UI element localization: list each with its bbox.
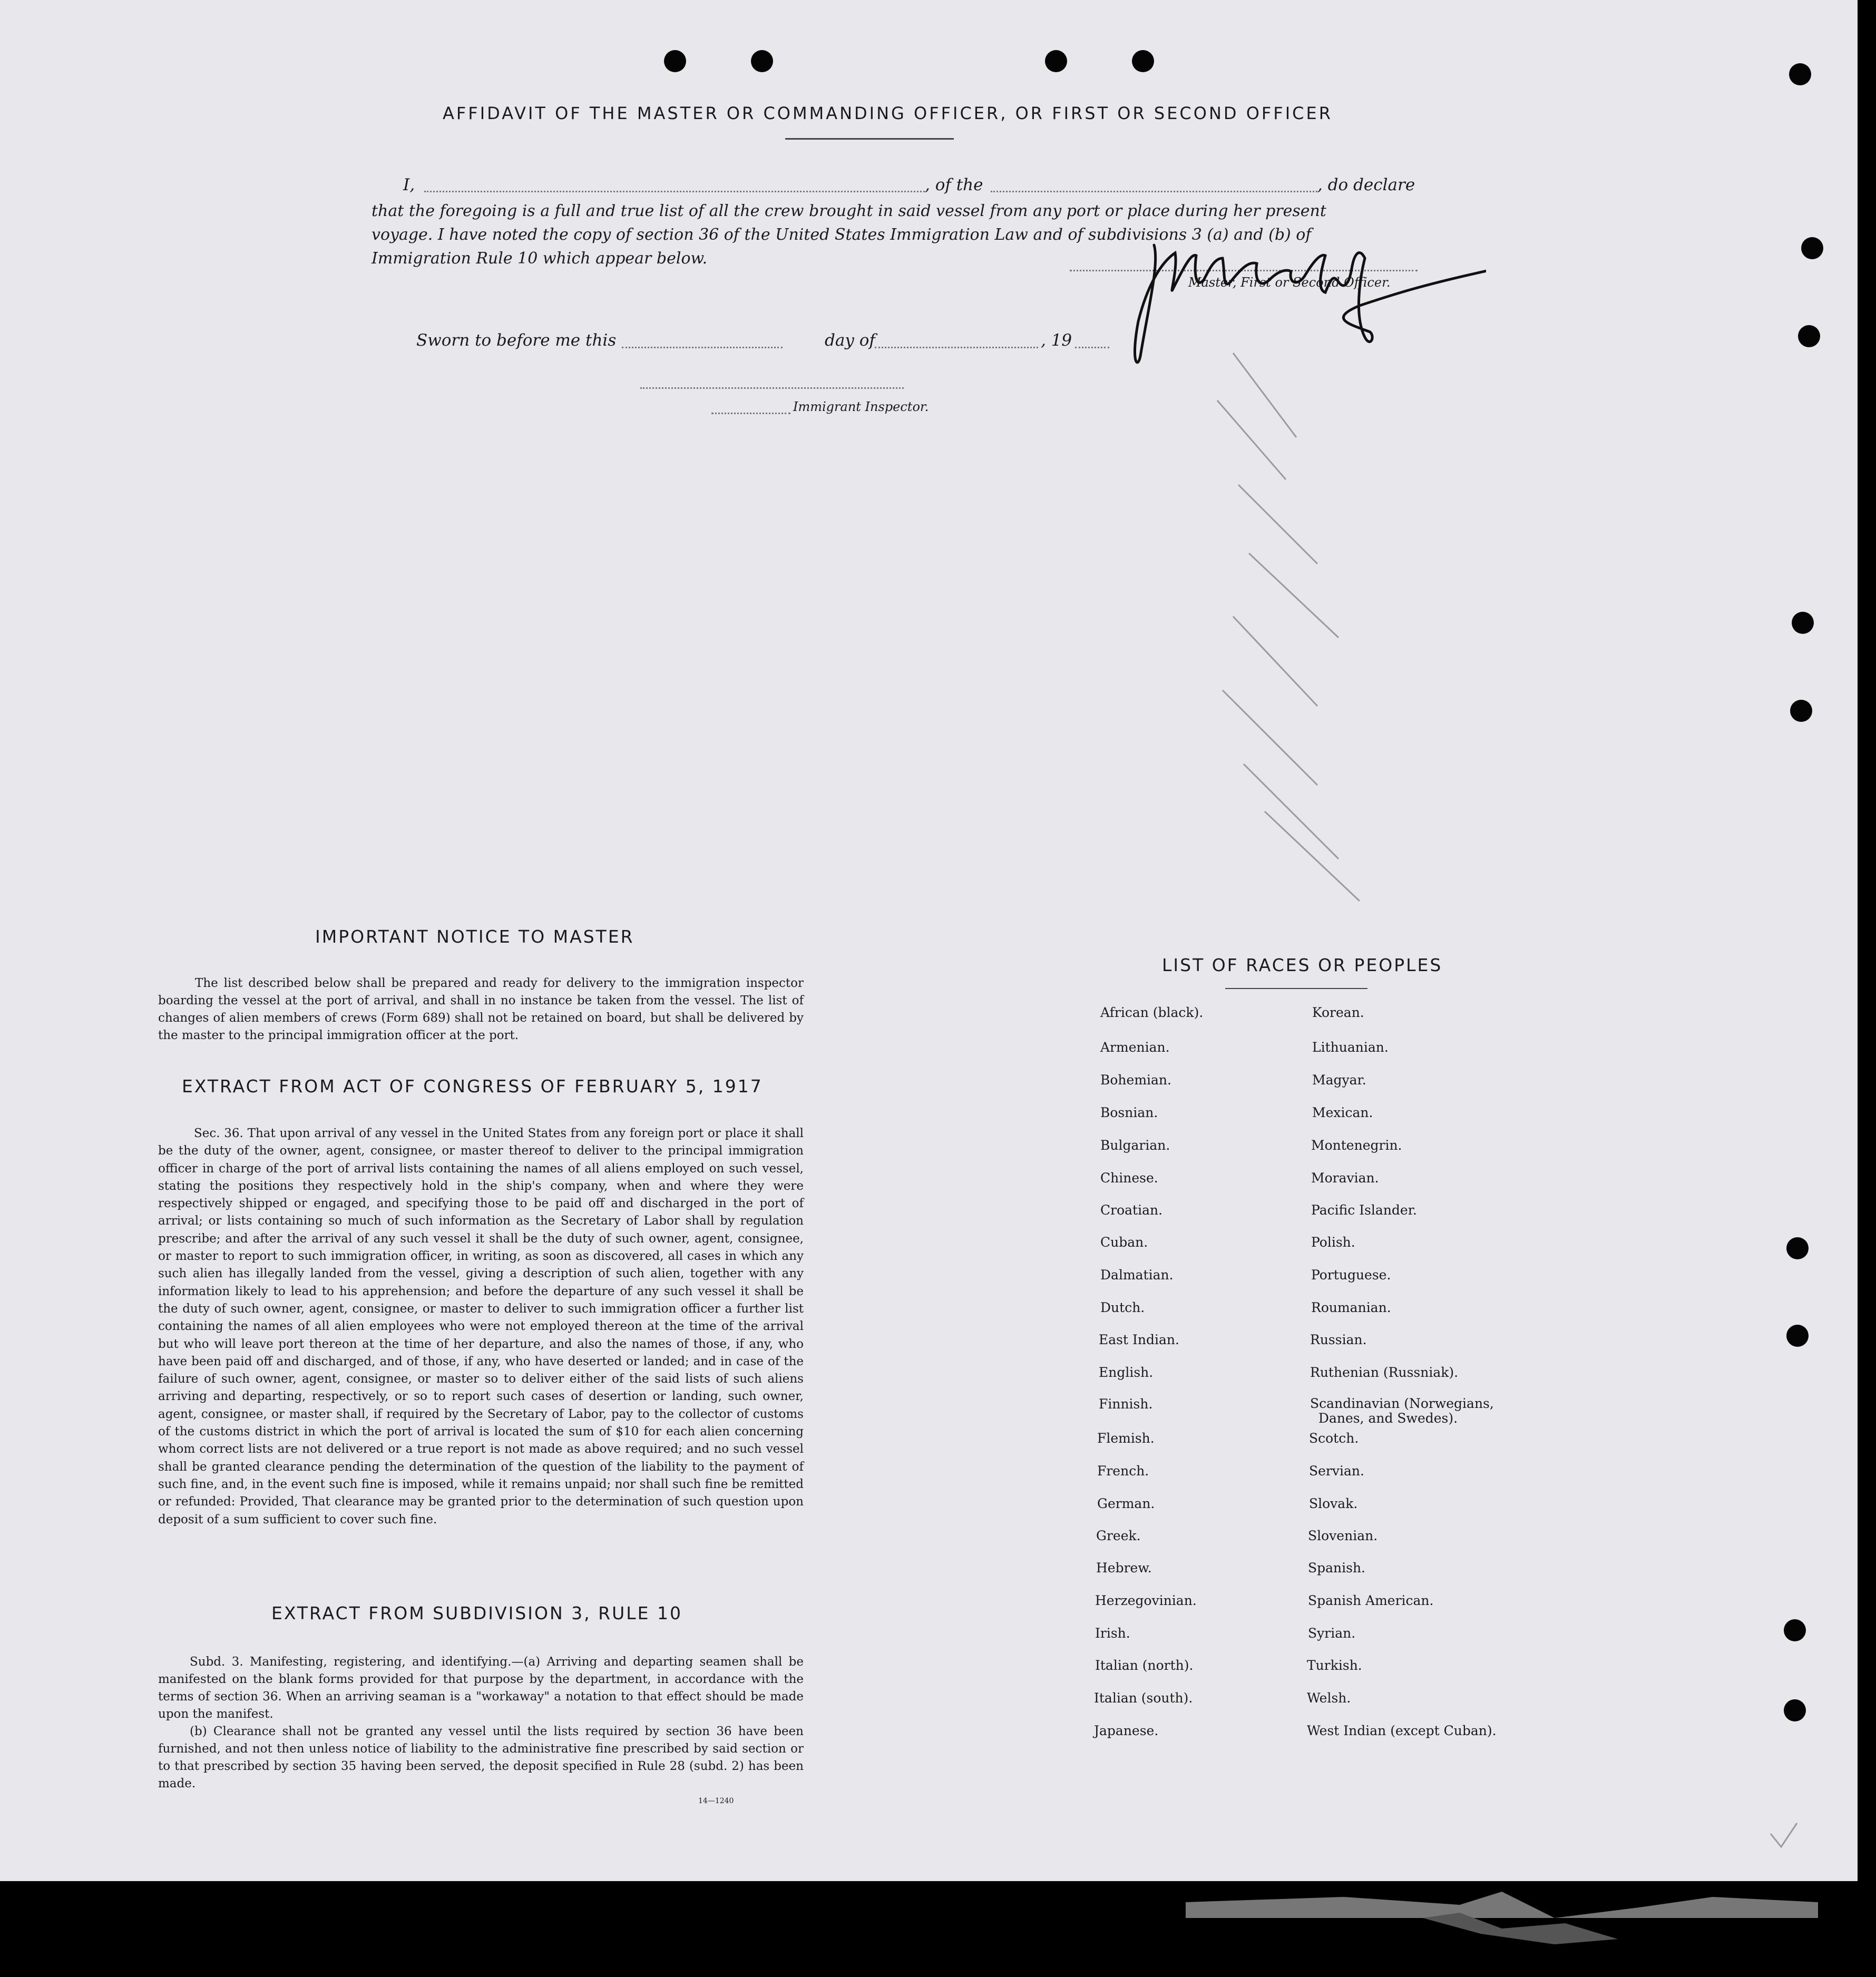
punch-hole — [1045, 50, 1067, 72]
affidavit-title: AFFIDAVIT OF THE MASTER OR COMMANDING OFFICER, OR FIRST OR SECOND OFFICER — [443, 103, 1333, 123]
race-item: Mexican. — [1312, 1105, 1373, 1120]
rule-para-a: Subd. 3. Manifesting, registering, and identifying.—(a) Arriving and departing seamen shall be manifested on the blank forms provided for that purpose by the department, in accordance with the terms of section 36. When an arriving seaman is a "workaway" a notation to that effect should be made upon the manifest. — [158, 1655, 804, 1721]
punch-hole — [1801, 237, 1823, 259]
form-number: 14—1240 — [698, 1797, 734, 1805]
signature-caption: Master, First or Second Officer. — [1188, 275, 1391, 290]
race-item: Slovak. — [1309, 1496, 1358, 1511]
race-item: Irish. — [1095, 1626, 1130, 1641]
race-item: Bulgarian. — [1100, 1138, 1170, 1153]
punch-hole — [664, 50, 686, 72]
race-item: Scandinavian (Norwegians, Danes, and Swedes). — [1310, 1396, 1494, 1426]
inspector-blank — [640, 387, 904, 389]
race-item: Herzegovinian. — [1095, 1593, 1197, 1608]
affidavit-line-4: Immigration Rule 10 which appear below. — [372, 249, 708, 268]
punch-hole — [1786, 1325, 1809, 1347]
punch-hole — [1792, 612, 1814, 634]
race-item: Magyar. — [1312, 1072, 1366, 1088]
notice-body: The list described below shall be prepared and ready for delivery to the immigration inspector boarding the vessel at the port of arrival, and shall in no instance be taken from the vessel. The list of changes of alien members of crews (Form 689) shall not be retained on board, but shall be delivered by the master to the principal immigration officer at the port. — [158, 976, 804, 1042]
race-item: Spanish American. — [1308, 1593, 1434, 1608]
race-item: Slovenian. — [1308, 1528, 1378, 1543]
race-item: East Indian. — [1099, 1332, 1179, 1347]
race-item: Armenian. — [1100, 1040, 1170, 1055]
day-of-label: day of — [825, 331, 875, 350]
race-item: Russian. — [1310, 1332, 1367, 1347]
race-item: Pacific Islander. — [1311, 1202, 1417, 1218]
race-item: Scotch. — [1309, 1431, 1359, 1446]
race-item: Korean. — [1312, 1005, 1364, 1020]
sworn-day-blank — [622, 347, 783, 348]
race-item: African (black). — [1100, 1005, 1204, 1020]
race-item: Flemish. — [1097, 1431, 1155, 1446]
races-title-underline — [1225, 988, 1367, 989]
inspector-blank-2 — [711, 413, 790, 414]
title-underline — [785, 138, 954, 140]
race-item: Cuban. — [1100, 1235, 1148, 1250]
races-title: LIST OF RACES OR PEOPLES — [1162, 955, 1443, 975]
month-blank — [875, 347, 1038, 348]
race-item: English. — [1099, 1365, 1154, 1380]
rule-title: EXTRACT FROM SUBDIVISION 3, RULE 10 — [271, 1603, 682, 1623]
race-item: Moravian. — [1311, 1170, 1379, 1186]
act-title: EXTRACT FROM ACT OF CONGRESS OF FEBRUARY 5, 1917 — [182, 1076, 763, 1097]
race-item: Croatian. — [1100, 1202, 1163, 1218]
race-item: Hebrew. — [1096, 1560, 1152, 1575]
race-item: Bosnian. — [1100, 1105, 1158, 1120]
race-item: Lithuanian. — [1312, 1040, 1389, 1055]
race-item: Dutch. — [1100, 1300, 1145, 1315]
affidavit-line-2: that the foregoing is a full and true list of all the crew brought in said vessel from any port or place during her present — [372, 202, 1326, 220]
name-blank — [424, 191, 925, 192]
race-item: Japanese. — [1094, 1723, 1159, 1738]
race-item: Servian. — [1309, 1463, 1364, 1479]
race-item: French. — [1097, 1463, 1149, 1479]
affidavit-line-3: voyage. I have noted the copy of section 36 of the United States Immigration Law and of subdivisions 3 (a) and (b) of — [372, 226, 1312, 244]
race-item: Ruthenian (Russniak). — [1310, 1365, 1459, 1380]
scan-edge-debris — [1186, 1886, 1818, 1960]
race-item: Dalmatian. — [1100, 1267, 1174, 1283]
race-item: Spanish. — [1308, 1560, 1366, 1575]
punch-hole — [751, 50, 773, 72]
punch-hole — [1132, 50, 1154, 72]
sworn-label: Sworn to before me this — [416, 331, 617, 350]
race-item: Bohemian. — [1100, 1072, 1171, 1088]
affidavit-of-the: , of the — [925, 175, 983, 194]
affidavit-i: I, — [403, 175, 415, 194]
year-blank — [1075, 347, 1109, 348]
race-item: Welsh. — [1307, 1690, 1351, 1706]
race-item: Roumanian. — [1311, 1300, 1391, 1315]
race-item: Italian (north). — [1095, 1658, 1194, 1673]
punch-hole — [1784, 1699, 1806, 1721]
year-label: , 19 — [1041, 331, 1072, 350]
vessel-blank — [991, 191, 1317, 192]
affidavit-declare: , do declare — [1317, 175, 1415, 194]
race-item: Polish. — [1311, 1235, 1355, 1250]
pencil-tick — [1765, 1818, 1807, 1860]
race-item: Montenegrin. — [1311, 1138, 1402, 1153]
notice-title: IMPORTANT NOTICE TO MASTER — [315, 926, 634, 947]
rule-para-b: (b) Clearance shall not be granted any vessel until the lists required by section 36 have been furnished, and not then unless notice of liability to the administrative fine prescribed by said section or to that prescribed by section 35 having been served, the deposit specified in Rule 28 (subd. 2) has been made. — [158, 1725, 804, 1790]
inspector-caption: Immigrant Inspector. — [793, 399, 929, 414]
race-item: Chinese. — [1100, 1170, 1158, 1186]
race-item: German. — [1097, 1496, 1155, 1511]
race-item: West Indian (except Cuban). — [1307, 1723, 1497, 1738]
act-body: Sec. 36. That upon arrival of any vessel in the United States from any foreign port or place it shall be the duty of the owner, agent, consignee, or master thereof to deliver to the principal immigration officer in charge of the port of arrival lists containing the names of all aliens employed on such vessel, stating the positions they respectively hold in the ship's company, when and where they were respectively shipped or engaged, and specifying those to be paid off and discharged in the port of arrival; or lists containing so much of such information as the Secretary of Labor shall by regulation prescribe; and after the arrival of any such vessel it shall be the duty of such owner, agent, consignee, or master to report to such immigration officer, in writing, as soon as discovered, all cases in which any such alien has illegally landed from the vessel, giving a description of such alien, together with any information likely to lead to his apprehension; and before the departure of any such vessel it shall be the duty of such owner, agent, consignee, or master to deliver to such immigration officer a further list containing the names of all alien employees who were not employed thereon at the time of the arrival but who will leave port thereon at the time of her departure, and also the names of those, if any, who have been paid off and discharged, and of those, if any, who have deserted or landed; and in case of the failure of such owner, agent, consignee, or master so to deliver either of the said lists of such aliens arriving and departing, respectively, or so to report such cases of desertion or landing, such owner, agent, consignee, or master shall, if required by the Secretary of Labor, pay to the collector of customs of the customs district in which the port of arrival is located the sum of $10 for each alien concerning whom correct lists are not delivered or a true report is not made as above required; and no such vessel shall be granted clearance pending the determination of the question of the liability to the payment of such fine, and, in the event such fine is imposed, while it remains unpaid; nor shall such fine be remitted or refunded: Provided, That clearance may be granted prior to the determination of such question upon deposit of a sum sufficient to cover such fine. — [158, 1127, 804, 1526]
race-item: Turkish. — [1307, 1658, 1362, 1673]
race-item: Syrian. — [1308, 1626, 1356, 1641]
punch-hole — [1798, 325, 1820, 347]
race-item: Portuguese. — [1311, 1267, 1391, 1283]
race-item: Italian (south). — [1094, 1690, 1193, 1706]
pencil-marks — [1201, 342, 1465, 922]
race-item: Greek. — [1096, 1528, 1141, 1543]
race-item: Finnish. — [1099, 1396, 1153, 1412]
punch-hole — [1784, 1619, 1806, 1641]
punch-hole — [1789, 63, 1811, 85]
punch-hole — [1790, 700, 1812, 722]
punch-hole — [1786, 1237, 1809, 1259]
